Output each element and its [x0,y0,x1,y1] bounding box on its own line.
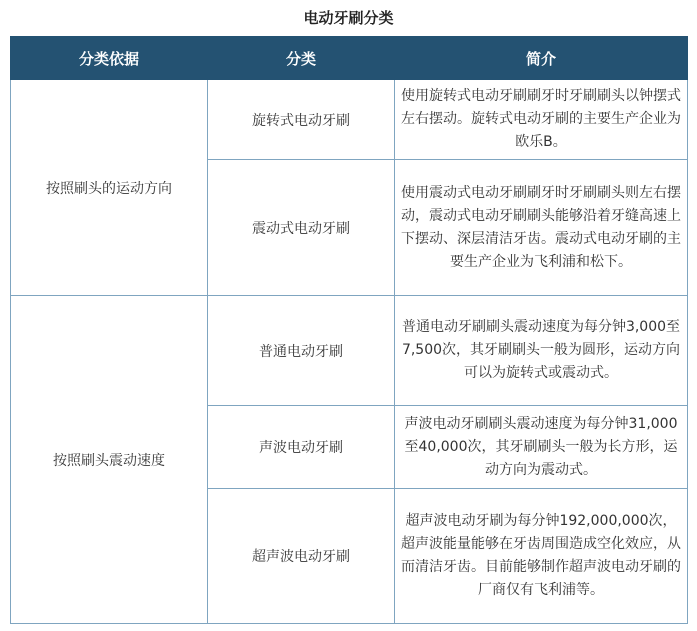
classification-table [10,36,688,624]
table-row [11,80,688,160]
header-row [11,37,688,80]
header-intro: 简介 [395,37,688,80]
basis-cell-speed: 按照刷头震动速度 [11,296,208,624]
header-category: 分类 [208,37,395,80]
header-basis: 分类依据 [11,37,208,80]
basis-cell-direction: 按照刷头的运动方向 [11,80,208,296]
description-cell: 使用旋转式电动牙刷刷牙时牙刷刷头以钟摆式左右摆动。旋转式电动牙刷的主要生产企业为欧乐B。 [395,80,688,160]
description-cell: 使用震动式电动牙刷刷牙时牙刷刷头则左右摆动，震动式电动牙刷刷头能够沿着牙缝高速上下摆动、深层清洁牙齿。震动式电动牙刷的主要生产企业为飞利浦和松下。 [395,160,688,296]
category-cell: 超声波电动牙刷 [208,489,395,624]
category-cell: 旋转式电动牙刷 [208,80,395,160]
category-cell: 震动式电动牙刷 [208,160,395,296]
table-row [11,296,688,406]
table-title: 电动牙刷分类 [303,9,394,27]
category-cell: 普通电动牙刷 [208,296,395,406]
description-cell: 声波电动牙刷刷头震动速度为每分钟31,000至40,000次，其牙刷刷头一般为长方形，运动方向为震动式。 [395,406,688,489]
description-cell: 超声波电动牙刷为每分钟192,000,000次，超声波能量能够在牙齿周围造成空化效应，从而清洁牙齿。目前能够制作超声波电动牙刷的厂商仅有飞利浦等。 [395,489,688,624]
category-cell: 声波电动牙刷 [208,406,395,489]
description-cell: 普通电动牙刷刷头震动速度为每分钟3,000至7,500次，其牙刷刷头一般为圆形，运动方向可以为旋转式或震动式。 [395,296,688,406]
